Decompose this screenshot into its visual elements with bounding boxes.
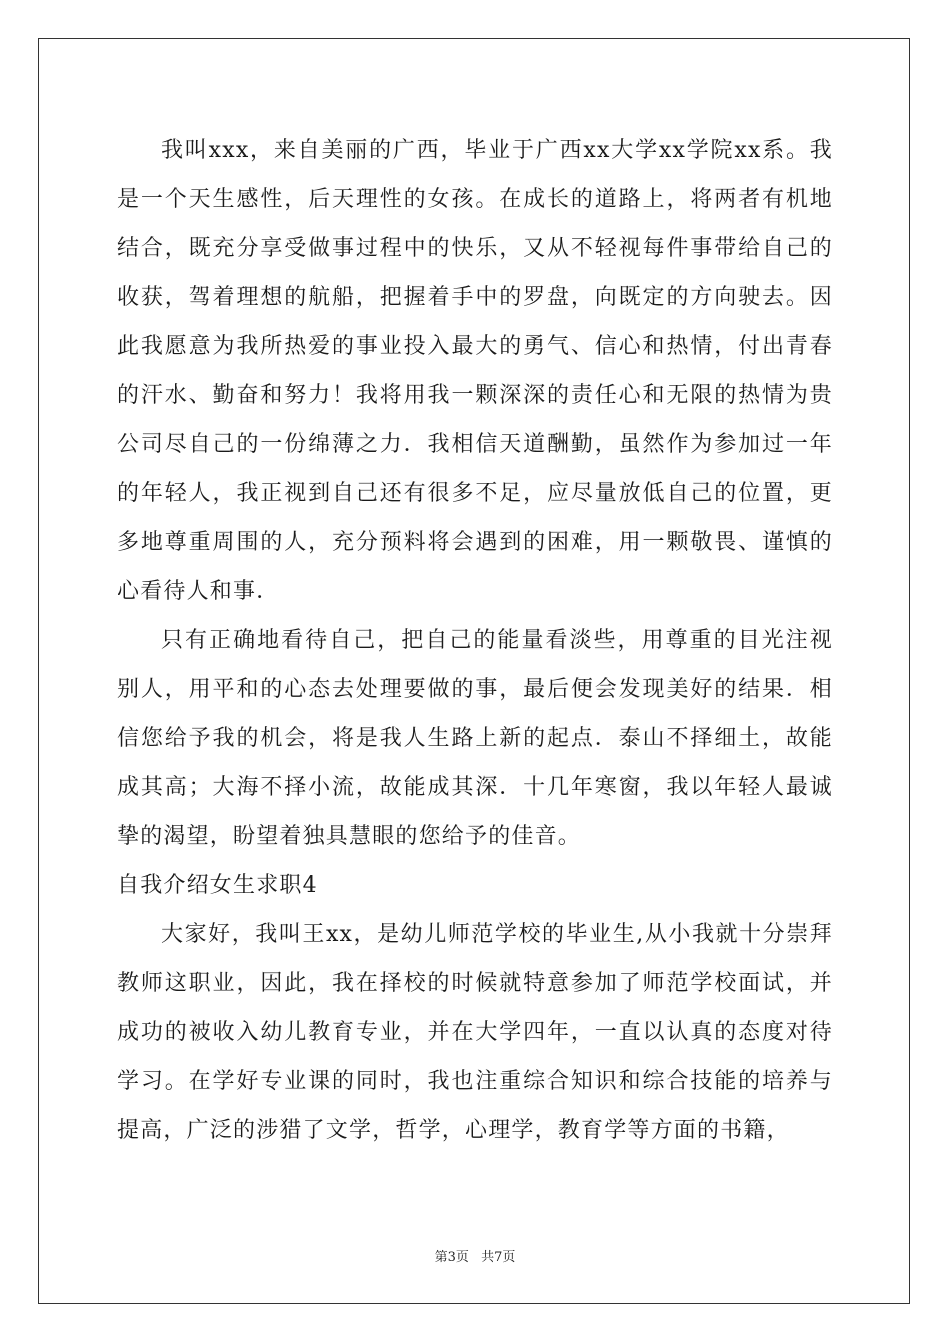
page-total: 共7页 [481,1250,516,1265]
paragraph-closing: 只有正确地看待自己，把自己的能量看淡些，用尊重的目光注视别人，用平和的心态去处理要做的事，最后便会发现美好的结果．相信您给予我的机会，将是我人生路上新的起点．泰山不择细土，故能成其高；大海不择小流，故能成其深．十几年寒窗，我以年轻人最诚挚的渴望，盼望着独具慧眼的您给予的佳音。 [117,628,833,849]
paragraph-section-4: 大家好，我叫王xx，是幼儿师范学校的毕业生,从小我就十分崇拜教师这职业，因此，我在择校的时候就特意参加了师范学校面试，并成功的被收入幼儿教育专业，并在大学四年，一直以认真的态度对待学习。在学好专业课的同时，我也注重综合知识和综合技能的培养与提高，广泛的涉猎了文学，哲学，心理学，教育学等方面的书籍， [117,922,833,1143]
paragraph-intro: 我叫xxx，来自美丽的广西，毕业于广西xx大学xx学院xx系。我是一个天生感性，后天理性的女孩。在成长的道路上，将两者有机地结合，既充分享受做事过程中的快乐，又从不轻视每件事带给自己的收获，驾着理想的航船，把握着手中的罗盘，向既定的方向驶去。因此我愿意为我所热爱的事业投入最大的勇气、信心和热情，付出青春的汗水、勤奋和努力！我将用我一颗深深的责任心和无限的热情为贵公司尽自己的一份绵薄之力．我相信天道酬勤，虽然作为参加过一年的年轻人，我正视到自己还有很多不足，应尽量放低自己的位置，更多地尊重周围的人，充分预料将会遇到的困难，用一颗敬畏、谨慎的心看待人和事． [117,138,833,604]
page-number: 第3页 [434,1250,469,1265]
section-heading: 自我介绍女生求职4 [117,873,318,898]
page-footer [0,1246,950,1265]
document-body [117,126,833,1155]
